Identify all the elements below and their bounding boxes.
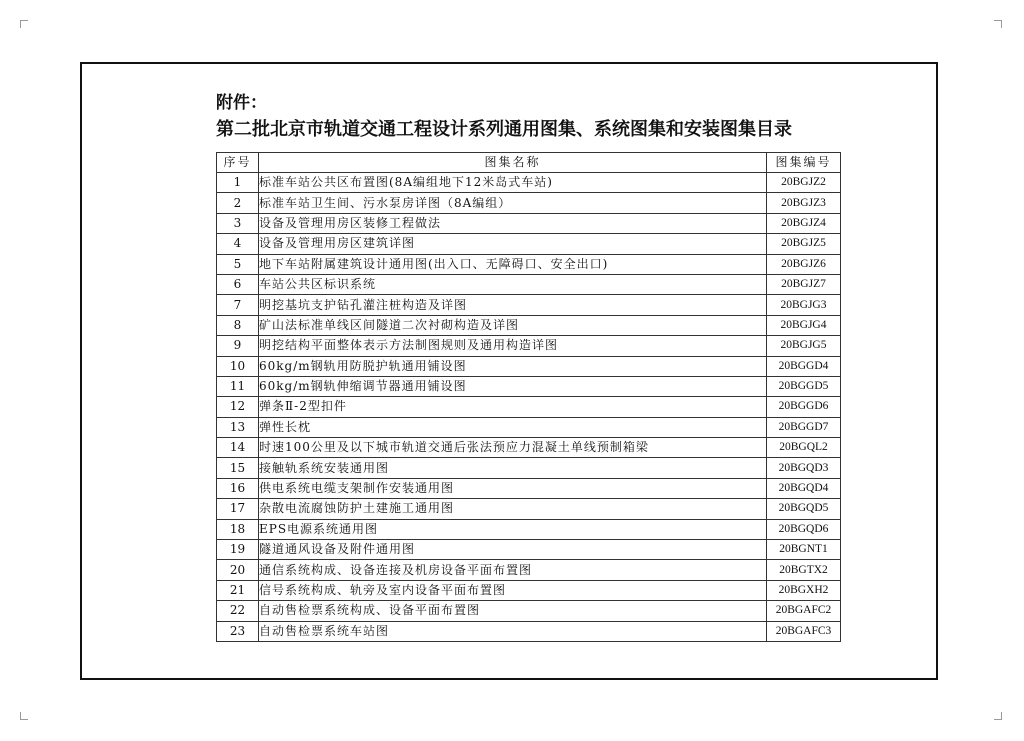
table-row [217, 376, 841, 396]
row-name: 自动售检票系统构成、设备平面布置图 [259, 601, 767, 621]
table-row [217, 458, 841, 478]
row-code: 20BGJZ7 [767, 274, 841, 294]
row-name: 弹条Ⅱ-2型扣件 [259, 397, 767, 417]
row-name: 矿山法标准单线区间隧道二次衬砌构造及详图 [259, 315, 767, 335]
row-name: 供电系统电缆支架制作安装通用图 [259, 478, 767, 498]
table-row [217, 438, 841, 458]
row-index: 18 [217, 519, 259, 539]
row-name: 杂散电流腐蚀防护土建施工通用图 [259, 499, 767, 519]
table-row [217, 193, 841, 213]
row-code: 20BGQD6 [767, 519, 841, 539]
row-name: 60kg/m钢轨用防脱护轨通用铺设图 [259, 356, 767, 376]
header-name: 图集名称 [259, 153, 767, 173]
attachment-label: 附件： [216, 93, 267, 113]
catalog-table [216, 152, 841, 642]
row-name: 信号系统构成、轨旁及室内设备平面布置图 [259, 580, 767, 600]
row-name: 设备及管理用房区建筑详图 [259, 234, 767, 254]
table-row [217, 519, 841, 539]
row-code: 20BGGD4 [767, 356, 841, 376]
row-index: 3 [217, 213, 259, 233]
table-row [217, 580, 841, 600]
row-code: 20BGNT1 [767, 540, 841, 560]
table-row [217, 601, 841, 621]
row-name: 地下车站附属建筑设计通用图(出入口、无障碍口、安全出口) [259, 254, 767, 274]
row-index: 8 [217, 315, 259, 335]
corner-mark-bottom-right [994, 712, 1002, 720]
row-name: 标准车站卫生间、污水泵房详图（8A编组） [259, 193, 767, 213]
row-code: 20BGJG3 [767, 295, 841, 315]
table-row [217, 274, 841, 294]
table-row [217, 295, 841, 315]
row-code: 20BGJG5 [767, 336, 841, 356]
table-row [217, 254, 841, 274]
corner-mark-bottom-left [20, 712, 28, 720]
header-index: 序号 [217, 153, 259, 173]
header-code: 图集编号 [767, 153, 841, 173]
row-name: 时速100公里及以下城市轨道交通后张法预应力混凝土单线预制箱梁 [259, 438, 767, 458]
table-row [217, 621, 841, 641]
row-index: 6 [217, 274, 259, 294]
page-title: 第二批北京市轨道交通工程设计系列通用图集、系统图集和安装图集目录 [216, 119, 792, 140]
table-row [217, 499, 841, 519]
row-index: 2 [217, 193, 259, 213]
row-name: 设备及管理用房区装修工程做法 [259, 213, 767, 233]
table-row [217, 397, 841, 417]
table-row [217, 315, 841, 335]
row-code: 20BGAFC2 [767, 601, 841, 621]
row-index: 20 [217, 560, 259, 580]
row-name: 自动售检票系统车站图 [259, 621, 767, 641]
row-code: 20BGJG4 [767, 315, 841, 335]
row-index: 12 [217, 397, 259, 417]
row-name: 隧道通风设备及附件通用图 [259, 540, 767, 560]
row-code: 20BGJZ3 [767, 193, 841, 213]
row-index: 9 [217, 336, 259, 356]
row-index: 21 [217, 580, 259, 600]
row-code: 20BGTX2 [767, 560, 841, 580]
row-index: 4 [217, 234, 259, 254]
row-index: 16 [217, 478, 259, 498]
table-row [217, 540, 841, 560]
row-code: 20BGXH2 [767, 580, 841, 600]
row-code: 20BGJZ5 [767, 234, 841, 254]
corner-mark-top-right [994, 20, 1002, 28]
table-row [217, 478, 841, 498]
table-row [217, 560, 841, 580]
table-row [217, 213, 841, 233]
row-name: 接触轨系统安装通用图 [259, 458, 767, 478]
table-row [217, 234, 841, 254]
row-code: 20BGGD7 [767, 417, 841, 437]
row-index: 11 [217, 376, 259, 396]
row-index: 23 [217, 621, 259, 641]
row-code: 20BGQD4 [767, 478, 841, 498]
row-index: 7 [217, 295, 259, 315]
row-code: 20BGGD6 [767, 397, 841, 417]
row-index: 19 [217, 540, 259, 560]
row-code: 20BGJZ4 [767, 213, 841, 233]
row-index: 17 [217, 499, 259, 519]
corner-mark-top-left [20, 20, 28, 28]
row-index: 1 [217, 173, 259, 193]
row-name: 车站公共区标识系统 [259, 274, 767, 294]
row-name: EPS电源系统通用图 [259, 519, 767, 539]
table-header-row [217, 153, 841, 173]
table-row [217, 173, 841, 193]
row-name: 60kg/m钢轨伸缩调节器通用铺设图 [259, 376, 767, 396]
row-index: 10 [217, 356, 259, 376]
row-name: 明挖基坑支护钻孔灌注桩构造及详图 [259, 295, 767, 315]
table-row [217, 417, 841, 437]
row-name: 弹性长枕 [259, 417, 767, 437]
row-name: 标准车站公共区布置图(8A编组地下12米岛式车站) [259, 173, 767, 193]
row-code: 20BGAFC3 [767, 621, 841, 641]
row-index: 14 [217, 438, 259, 458]
row-index: 13 [217, 417, 259, 437]
row-index: 15 [217, 458, 259, 478]
row-code: 20BGGD5 [767, 376, 841, 396]
row-code: 20BGJZ2 [767, 173, 841, 193]
row-code: 20BGQL2 [767, 438, 841, 458]
row-index: 22 [217, 601, 259, 621]
row-code: 20BGQD3 [767, 458, 841, 478]
row-index: 5 [217, 254, 259, 274]
row-code: 20BGJZ6 [767, 254, 841, 274]
row-name: 明挖结构平面整体表示方法制图规则及通用构造详图 [259, 336, 767, 356]
table-row [217, 356, 841, 376]
row-code: 20BGQD5 [767, 499, 841, 519]
row-name: 通信系统构成、设备连接及机房设备平面布置图 [259, 560, 767, 580]
table-row [217, 336, 841, 356]
